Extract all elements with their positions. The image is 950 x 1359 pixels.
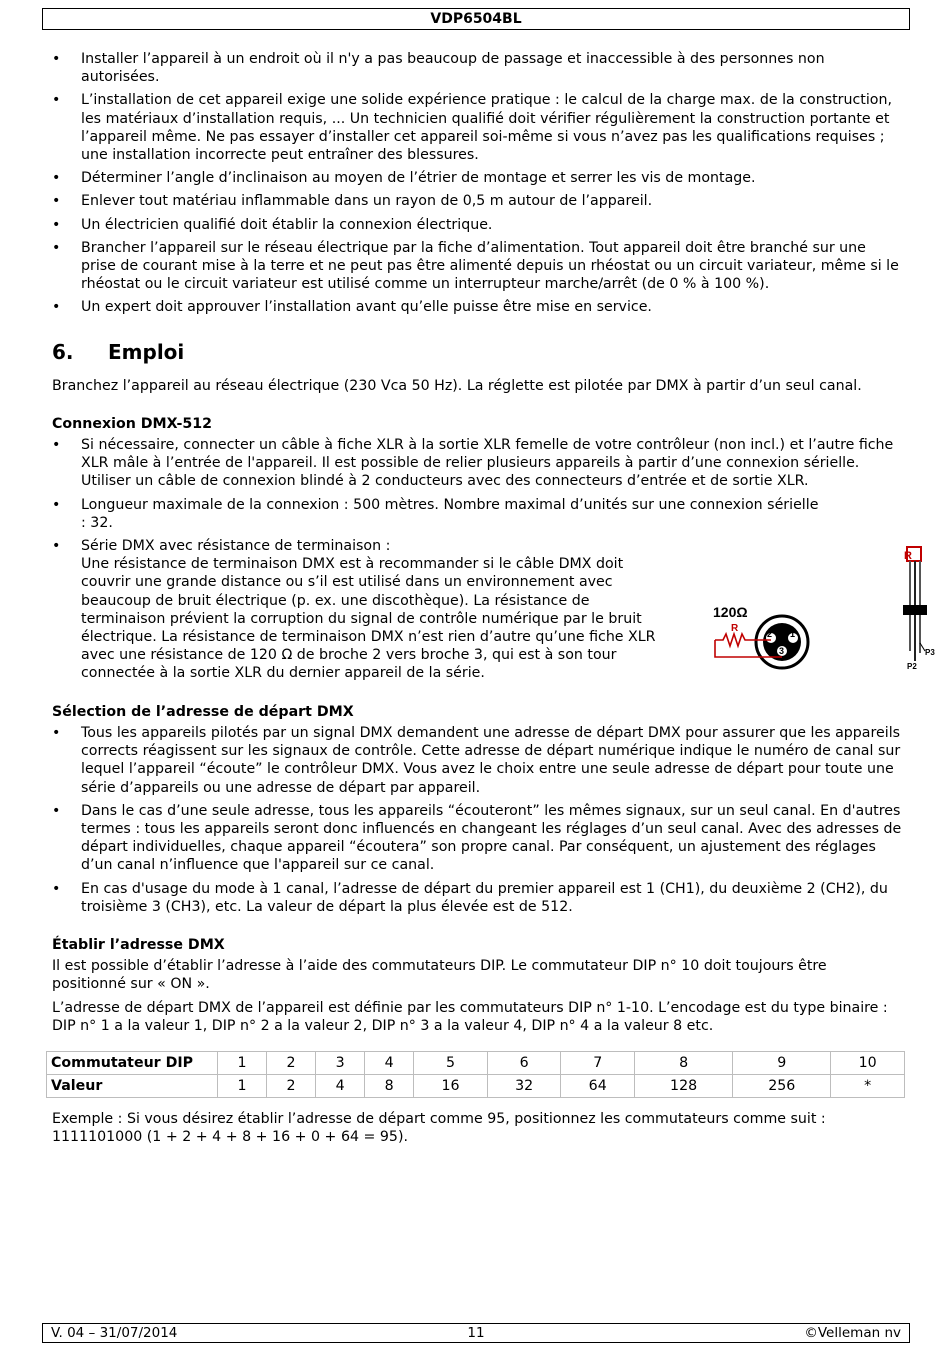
page-footer: [42, 1323, 910, 1343]
table-row: [47, 1051, 905, 1074]
section-title: Emploi: [108, 339, 185, 364]
list-item: • Brancher l’appareil sur le réseau électrique par la fiche d’alimentation. Tout appareil doit être branché sur une prise de courant mise à la terre et ne peut pas être alimenté depuis un rhéostat ou un circuit variateur, même si le rhéostat ou le circuit variateur est utilisé comme un interrupteur marche/arrêt (de 0 % à 100 %).: [52, 239, 902, 294]
table-cell: 1: [218, 1074, 267, 1097]
list-item: [52, 496, 902, 532]
terminator-title: • Série DMX avec résistance de terminaison :: [81, 538, 391, 555]
table-cell: 8: [365, 1074, 414, 1097]
page-number: 11: [467, 1325, 485, 1341]
table-cell: *: [831, 1074, 905, 1097]
terminator-text: [81, 537, 661, 683]
list-item: [52, 537, 935, 683]
list-item: • En cas d'usage du mode à 1 canal, l’adresse de départ du premier appareil est 1 (CH1), du deuxième 2 (CH2), du troisième 3 (CH3), etc. La valeur de départ la plus élevée est de 512.: [52, 880, 902, 916]
table-cell: 3: [316, 1051, 365, 1074]
table-cell: 2: [267, 1074, 316, 1097]
resistor-side-label: R: [904, 550, 912, 563]
page-header: [42, 8, 910, 30]
resistor-label: R: [731, 623, 739, 635]
table-cell: 4: [316, 1074, 365, 1097]
copyright: ©Velleman nv: [804, 1325, 901, 1341]
set-address-para2: L’adresse de départ DMX de l’appareil est définie par les commutateurs DIP n° 1-10. L’encodage est du type binaire : DIP n° 1 a la valeur 1, DIP n° 2 a la valeur 2, DIP n° 3 a la valeur 4, DIP n° 4 a la valeur 8 etc.: [52, 999, 888, 1034]
xlr-terminator-diagram: [711, 533, 941, 673]
set-address-heading: Établir l’adresse DMX: [52, 936, 225, 953]
row-header: Valeur: [47, 1074, 218, 1097]
table-cell: 6: [487, 1051, 561, 1074]
row-header: Commutateur DIP: [47, 1051, 218, 1074]
installation-list: [52, 50, 902, 317]
list-item: • Installer l’appareil à un endroit où il n'y a pas beaucoup de passage et inaccessible à des personnes non autorisées.: [52, 50, 902, 86]
table-cell: 32: [487, 1074, 561, 1097]
section-number: 6.: [52, 339, 74, 364]
table-cell: 16: [414, 1074, 488, 1097]
table-cell: 2: [267, 1051, 316, 1074]
ohm-label: 120Ω: [713, 604, 748, 621]
terminator-body: Une résistance de terminaison DMX est à recommander si le câble DMX doit couvrir une grande distance ou s’il est utilisé dans un environnement avec beaucoup de bruit électrique (p. ex. une discothèque). La résistance de terminaison prévient la corruption du signal de contrôle numérique par le bruit électrique. La résistance de terminaison DMX n’est rien d’autre qu’une fiche XLR avec une résistance de 120 Ω de broche 2 vers broche 3, qui est à son tour connectée à la sortie XLR du dernier appareil de la série.: [81, 556, 656, 682]
intro-paragraph: Branchez l’appareil au réseau électrique (230 Vca 50 Hz). La réglette est pilotée par DMX à partir d’un seul canal.: [52, 377, 862, 394]
p3-label: P3: [925, 648, 935, 658]
page-content: [51, 50, 935, 1151]
pin-1-label: 1: [790, 629, 796, 640]
version-date: V. 04 – 31/07/2014: [51, 1325, 178, 1341]
p2-label: P2: [907, 662, 917, 672]
table-cell: 128: [635, 1074, 733, 1097]
list-item-text: • Longueur maximale de la connexion : 500 mètres. Nombre maximal d’unités sur une connexion sérielle : 32.: [81, 496, 819, 531]
table-cell: 7: [561, 1051, 635, 1074]
table-cell: 8: [635, 1051, 733, 1074]
list-item: • Déterminer l’angle d’inclinaison au moyen de l’étrier de montage et serrer les vis de montage.: [52, 169, 902, 187]
list-item: • Si nécessaire, connecter un câble à fiche XLR à la sortie XLR femelle de votre contrôleur (non incl.) et l’autre fiche XLR mâle à l’entrée de l'appareil. Il est possible de relier plusieurs appareils à partir d’une connexion sérielle. Utiliser un câble de connexion blindé à 2 conducteurs avec des connecteurs d’entrée et de sortie XLR.: [52, 436, 902, 491]
table-cell: 1: [218, 1051, 267, 1074]
list-item: • Tous les appareils pilotés par un signal DMX demandent une adresse de départ DMX pour assurer que les appareils corrects réagissent sur les signaux de contrôle. Cette adresse de départ numérique indique le numéro de canal sur lequel l’appareil “écoute” le contrôleur DMX. Vous avez le choix entre une seule adresse de départ pour toute une série d’appareils ou une adresse de départ par appareil.: [52, 724, 902, 797]
table-cell: 256: [733, 1074, 831, 1097]
example-paragraph: Exemple : Si vous désirez établir l’adresse de départ comme 95, positionnez les commutateurs comme suit : 1111101000 (1 + 2 + 4 + 8 + 16 + 0 + 64 = 95).: [52, 1110, 826, 1146]
table-cell: 5: [414, 1051, 488, 1074]
model-name: VDP6504BL: [430, 11, 522, 27]
section-heading: [52, 340, 902, 364]
list-item: • Un électricien qualifié doit établir la connexion électrique.: [52, 216, 902, 234]
plug-body: [903, 605, 927, 615]
table-cell: 4: [365, 1051, 414, 1074]
table-cell: 10: [831, 1051, 905, 1074]
terminator-block: [81, 537, 935, 683]
set-address-para1: Il est possible d’établir l’adresse à l’aide des commutateurs DIP. Le commutateur DIP n° 10 doit toujours être positionné sur « ON ».: [52, 958, 827, 993]
dmx512-heading: Connexion DMX-512: [52, 415, 212, 432]
dmx512-list: [52, 436, 935, 683]
table-cell: 9: [733, 1051, 831, 1074]
table-row: [47, 1074, 905, 1097]
pin-3-label: 3: [779, 646, 785, 657]
list-item: • Un expert doit approuver l’installation avant qu’elle puisse être mise en service.: [52, 298, 902, 316]
dip-switch-table: [46, 1051, 905, 1098]
start-address-heading: Sélection de l’adresse de départ DMX: [52, 703, 354, 720]
table-cell: 64: [561, 1074, 635, 1097]
start-address-list: [52, 724, 902, 916]
list-item: • Dans le cas d’une seule adresse, tous les appareils “écouteront” les mêmes signaux, sur un seul canal. En d'autres termes : tous les appareils seront donc influencés en changeant les réglages d’un seul canal. Avec des adresses de départ individuelles, chaque appareil “écoutera” son propre canal. Par conséquent, un ajustement des réglages d’un canal n’influence que l'appareil sur ce canal.: [52, 802, 902, 875]
pin-2-label: 2: [767, 629, 773, 640]
list-item: • L’installation de cet appareil exige une solide expérience pratique : le calcul de la charge max. de la construction, les matériaux d’installation requis, ... Un technicien qualifié doit vérifier régulièrement la construction portante et l’appareil même. Ne pas essayer d’installer cet appareil soi-même si vous n’avez pas les qualifications requises ; une installation incorrecte peut entraîner des blessures.: [52, 91, 902, 164]
list-item: • Enlever tout matériau inflammable dans un rayon de 0,5 m autour de l’appareil.: [52, 192, 902, 210]
